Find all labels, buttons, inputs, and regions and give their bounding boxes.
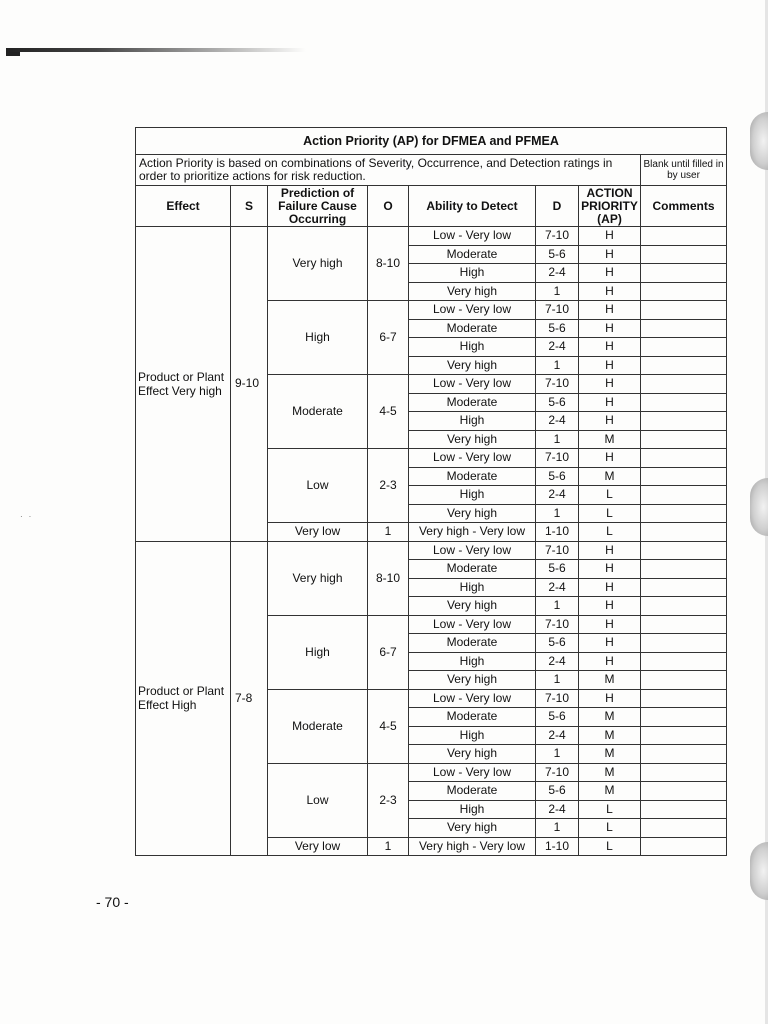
action-priority-cell: H xyxy=(579,393,641,412)
detection-cell: 5-6 xyxy=(536,560,579,579)
comments-cell xyxy=(641,726,727,745)
detection-cell: 5-6 xyxy=(536,245,579,264)
detect-cell: Moderate xyxy=(409,319,536,338)
detect-cell: Very high xyxy=(409,504,536,523)
action-priority-cell: H xyxy=(579,615,641,634)
detection-cell: 5-6 xyxy=(536,634,579,653)
detect-cell: Low - Very low xyxy=(409,375,536,394)
detect-cell: Moderate xyxy=(409,634,536,653)
action-priority-cell: H xyxy=(579,597,641,616)
prediction-cell: Moderate xyxy=(268,375,368,449)
blank-note: Blank until filled in by user xyxy=(641,155,727,186)
prediction-cell: Very high xyxy=(268,227,368,301)
detect-cell: Very high xyxy=(409,671,536,690)
action-priority-cell: L xyxy=(579,486,641,505)
action-priority-cell: M xyxy=(579,671,641,690)
occurrence-cell: 1 xyxy=(368,837,409,856)
detect-cell: Very high xyxy=(409,745,536,764)
detect-cell: Moderate xyxy=(409,782,536,801)
detection-cell: 5-6 xyxy=(536,393,579,412)
comments-cell xyxy=(641,837,727,856)
action-priority-table xyxy=(135,127,727,856)
detect-cell: Very high - Very low xyxy=(409,837,536,856)
comments-cell xyxy=(641,800,727,819)
detection-cell: 1 xyxy=(536,671,579,690)
detect-cell: Low - Very low xyxy=(409,449,536,468)
header-ap: ACTION PRIORITY (AP) xyxy=(579,186,641,227)
comments-cell xyxy=(641,819,727,838)
action-priority-cell: L xyxy=(579,523,641,542)
header-comments: Comments xyxy=(641,186,727,227)
comments-cell xyxy=(641,708,727,727)
detection-cell: 1-10 xyxy=(536,523,579,542)
comments-cell xyxy=(641,227,727,246)
binder-hole-bottom xyxy=(750,842,768,900)
occurrence-cell: 4-5 xyxy=(368,375,409,449)
action-priority-cell: M xyxy=(579,708,641,727)
action-priority-cell: L xyxy=(579,800,641,819)
comments-cell xyxy=(641,282,727,301)
scan-speck: ·· xyxy=(20,512,38,521)
detect-cell: Low - Very low xyxy=(409,763,536,782)
detect-cell: Moderate xyxy=(409,245,536,264)
detect-cell: High xyxy=(409,800,536,819)
prediction-cell: Very low xyxy=(268,523,368,542)
detection-cell: 7-10 xyxy=(536,301,579,320)
comments-cell xyxy=(641,578,727,597)
prediction-cell: High xyxy=(268,615,368,689)
detection-cell: 2-4 xyxy=(536,338,579,357)
page-edge-corner xyxy=(6,52,20,56)
occurrence-cell: 1 xyxy=(368,523,409,542)
detection-cell: 2-4 xyxy=(536,800,579,819)
detect-cell: Low - Very low xyxy=(409,689,536,708)
detect-cell: Very high xyxy=(409,282,536,301)
detect-cell: Very high xyxy=(409,597,536,616)
comments-cell xyxy=(641,689,727,708)
detection-cell: 1 xyxy=(536,356,579,375)
detect-cell: Very high xyxy=(409,819,536,838)
detect-cell: High xyxy=(409,726,536,745)
severity-cell: 9-10 xyxy=(231,227,268,542)
binder-hole-middle xyxy=(750,478,768,536)
page-number: - 70 - xyxy=(96,894,129,910)
header-prediction: Prediction of Failure Cause Occurring xyxy=(268,186,368,227)
action-priority-cell: M xyxy=(579,430,641,449)
detect-cell: High xyxy=(409,412,536,431)
action-priority-cell: L xyxy=(579,819,641,838)
prediction-cell: Low xyxy=(268,763,368,837)
comments-cell xyxy=(641,782,727,801)
prediction-cell: Very low xyxy=(268,837,368,856)
action-priority-cell: M xyxy=(579,782,641,801)
action-priority-cell: M xyxy=(579,467,641,486)
comments-cell xyxy=(641,319,727,338)
detection-cell: 1 xyxy=(536,819,579,838)
detection-cell: 7-10 xyxy=(536,689,579,708)
comments-cell xyxy=(641,393,727,412)
detection-cell: 1 xyxy=(536,745,579,764)
action-priority-cell: H xyxy=(579,375,641,394)
detection-cell: 1 xyxy=(536,282,579,301)
detection-cell: 7-10 xyxy=(536,375,579,394)
detection-cell: 2-4 xyxy=(536,486,579,505)
occurrence-cell: 2-3 xyxy=(368,449,409,523)
action-priority-cell: H xyxy=(579,689,641,708)
detection-cell: 7-10 xyxy=(536,763,579,782)
comments-cell xyxy=(641,615,727,634)
comments-cell xyxy=(641,560,727,579)
comments-cell xyxy=(641,671,727,690)
detect-cell: Low - Very low xyxy=(409,615,536,634)
action-priority-cell: H xyxy=(579,578,641,597)
action-priority-cell: L xyxy=(579,504,641,523)
detect-cell: High xyxy=(409,338,536,357)
detect-cell: High xyxy=(409,578,536,597)
comments-cell xyxy=(641,486,727,505)
detection-cell: 1 xyxy=(536,430,579,449)
comments-cell xyxy=(641,523,727,542)
occurrence-cell: 8-10 xyxy=(368,541,409,615)
detect-cell: High xyxy=(409,486,536,505)
action-priority-cell: H xyxy=(579,652,641,671)
comments-cell xyxy=(641,634,727,653)
comments-cell xyxy=(641,449,727,468)
comments-cell xyxy=(641,338,727,357)
occurrence-cell: 8-10 xyxy=(368,227,409,301)
comments-cell xyxy=(641,541,727,560)
detection-cell: 2-4 xyxy=(536,726,579,745)
detect-cell: Moderate xyxy=(409,708,536,727)
header-s: S xyxy=(231,186,268,227)
comments-cell xyxy=(641,745,727,764)
detection-cell: 2-4 xyxy=(536,412,579,431)
header-effect: Effect xyxy=(136,186,231,227)
action-priority-cell: H xyxy=(579,634,641,653)
comments-cell xyxy=(641,245,727,264)
severity-cell: 7-8 xyxy=(231,541,268,856)
action-priority-cell: H xyxy=(579,301,641,320)
action-priority-cell: H xyxy=(579,541,641,560)
action-priority-cell: H xyxy=(579,319,641,338)
effect-cell: Product or Plant Effect High xyxy=(136,541,231,856)
action-priority-cell: H xyxy=(579,560,641,579)
comments-cell xyxy=(641,356,727,375)
action-priority-cell: H xyxy=(579,245,641,264)
detect-cell: Low - Very low xyxy=(409,301,536,320)
detect-cell: Very high xyxy=(409,356,536,375)
table-row xyxy=(136,227,727,246)
detection-cell: 5-6 xyxy=(536,782,579,801)
detect-cell: Low - Very low xyxy=(409,227,536,246)
comments-cell xyxy=(641,264,727,283)
detection-cell: 1 xyxy=(536,597,579,616)
detect-cell: Very high xyxy=(409,430,536,449)
comments-cell xyxy=(641,412,727,431)
comments-cell xyxy=(641,504,727,523)
table-title: Action Priority (AP) for DFMEA and PFMEA xyxy=(136,128,727,155)
prediction-cell: High xyxy=(268,301,368,375)
detection-cell: 7-10 xyxy=(536,541,579,560)
detection-cell: 5-6 xyxy=(536,319,579,338)
comments-cell xyxy=(641,467,727,486)
detect-cell: Moderate xyxy=(409,393,536,412)
detection-cell: 5-6 xyxy=(536,708,579,727)
effect-cell: Product or Plant Effect Very high xyxy=(136,227,231,542)
comments-cell xyxy=(641,597,727,616)
prediction-cell: Moderate xyxy=(268,689,368,763)
header-d: D xyxy=(536,186,579,227)
action-priority-cell: M xyxy=(579,763,641,782)
detection-cell: 2-4 xyxy=(536,264,579,283)
prediction-cell: Low xyxy=(268,449,368,523)
header-detect: Ability to Detect xyxy=(409,186,536,227)
occurrence-cell: 6-7 xyxy=(368,615,409,689)
action-priority-cell: H xyxy=(579,282,641,301)
detect-cell: Moderate xyxy=(409,467,536,486)
table-body xyxy=(136,227,727,856)
detection-cell: 2-4 xyxy=(536,578,579,597)
detection-cell: 2-4 xyxy=(536,652,579,671)
binder-hole-top xyxy=(750,112,768,170)
action-priority-cell: M xyxy=(579,726,641,745)
comments-cell xyxy=(641,301,727,320)
comments-cell xyxy=(641,763,727,782)
detect-cell: Low - Very low xyxy=(409,541,536,560)
action-priority-cell: H xyxy=(579,356,641,375)
occurrence-cell: 6-7 xyxy=(368,301,409,375)
detection-cell: 1 xyxy=(536,504,579,523)
action-priority-cell: L xyxy=(579,837,641,856)
action-priority-cell: H xyxy=(579,264,641,283)
detection-cell: 1-10 xyxy=(536,837,579,856)
detect-cell: Very high - Very low xyxy=(409,523,536,542)
header-o: O xyxy=(368,186,409,227)
comments-cell xyxy=(641,375,727,394)
detection-cell: 7-10 xyxy=(536,615,579,634)
detection-cell: 7-10 xyxy=(536,227,579,246)
action-priority-cell: H xyxy=(579,449,641,468)
action-priority-cell: H xyxy=(579,412,641,431)
table-description: Action Priority is based on combinations of Severity, Occurrence, and Detection ratings in order to prioritize actions for risk reduction. xyxy=(136,155,641,186)
detection-cell: 7-10 xyxy=(536,449,579,468)
comments-cell xyxy=(641,652,727,671)
action-priority-cell: H xyxy=(579,227,641,246)
detection-cell: 5-6 xyxy=(536,467,579,486)
action-priority-cell: H xyxy=(579,338,641,357)
prediction-cell: Very high xyxy=(268,541,368,615)
detect-cell: High xyxy=(409,652,536,671)
action-priority-cell: M xyxy=(579,745,641,764)
detect-cell: High xyxy=(409,264,536,283)
comments-cell xyxy=(641,430,727,449)
occurrence-cell: 4-5 xyxy=(368,689,409,763)
page-edge-shadow xyxy=(6,48,306,52)
table-row xyxy=(136,541,727,560)
detect-cell: Moderate xyxy=(409,560,536,579)
occurrence-cell: 2-3 xyxy=(368,763,409,837)
